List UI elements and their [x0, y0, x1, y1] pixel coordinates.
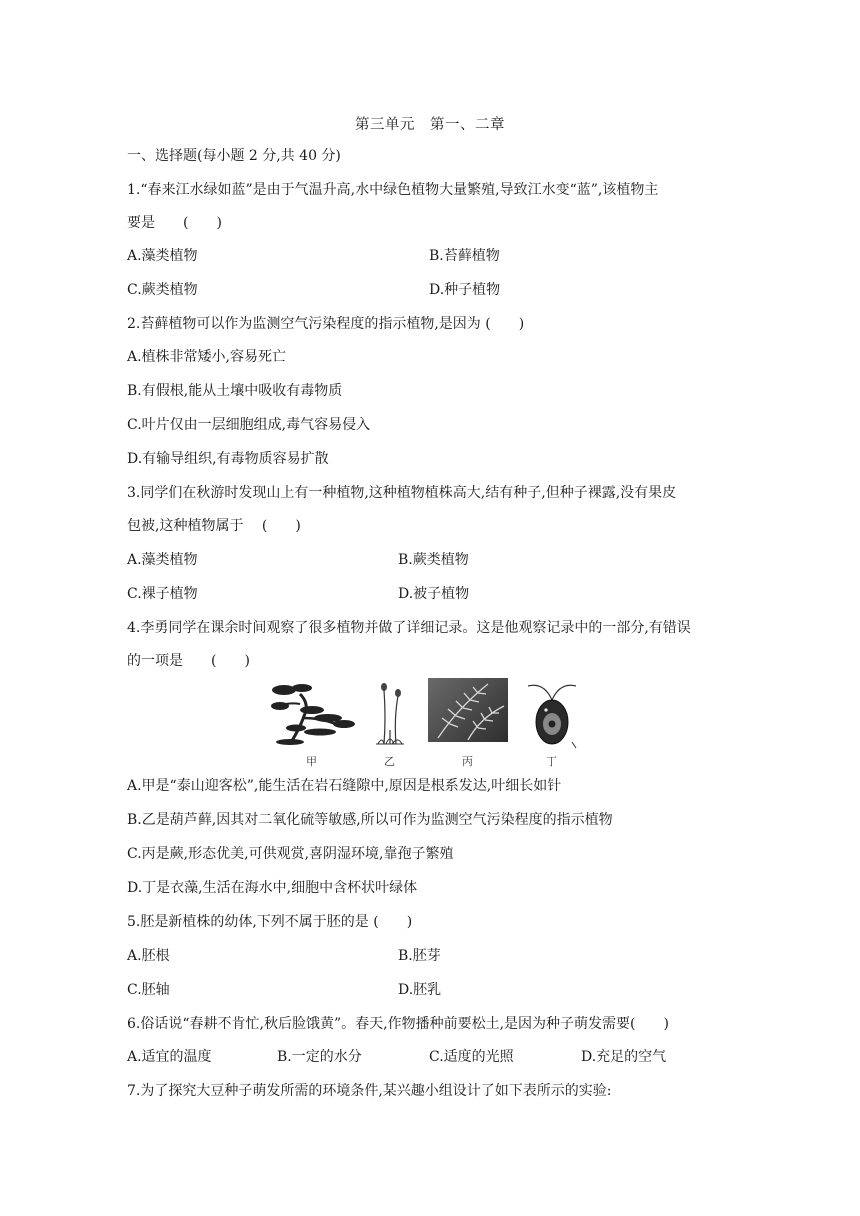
q3-option-a: A.藻类植物	[127, 552, 198, 568]
section-heading: 一、选择题(每小题 2 分,共 40 分)	[127, 148, 341, 164]
q1-option-d: D.种子植物	[429, 282, 501, 298]
q3-stem-line2: 包被,这种植物属于 ( )	[127, 518, 301, 534]
q2-option-a: A.植株非常矮小,容易死亡	[127, 349, 287, 365]
q3-option-b: B.蕨类植物	[398, 552, 469, 568]
q6-option-d: D.充足的空气	[581, 1049, 667, 1065]
q4-stem-line2: 的一项是 ( )	[127, 653, 250, 669]
q3-option-d: D.被子植物	[398, 586, 470, 602]
figure-label-jia: 甲	[306, 755, 317, 768]
q7-stem: 7.为了探究大豆种子萌发所需的环境条件,某兴趣小组设计了如下表所示的实验:	[127, 1083, 612, 1099]
q3-option-c: C.裸子植物	[127, 586, 198, 602]
q1-stem-line2: 要是 ( )	[127, 215, 222, 231]
q5-stem: 5.胚是新植株的幼体,下列不属于胚的是 ( )	[127, 914, 413, 930]
moss-image	[372, 678, 408, 750]
q4-option-c: C.丙是蕨,形态优美,可供观赏,喜阴湿环境,靠孢子繁殖	[127, 846, 454, 862]
q2-stem: 2.苔藓植物可以作为监测空气污染程度的指示植物,是因为 ( )	[127, 316, 525, 332]
q1-option-a: A.藻类植物	[127, 248, 198, 264]
q5-option-d: D.胚乳	[398, 982, 442, 998]
pine-tree-image	[270, 678, 356, 750]
q6-stem: 6.俗话说“春耕不肯忙,秋后脸饿黄”。春天,作物播种前要松土,是因为种子萌发需要( )	[127, 1016, 669, 1032]
q6-option-a: A.适宜的温度	[127, 1049, 212, 1065]
figure-label-bing: 丙	[462, 755, 473, 768]
q6-option-c: C.适度的光照	[429, 1049, 514, 1065]
figure-label-ding: 丁	[546, 755, 557, 768]
figure-label-yi: 乙	[384, 755, 395, 768]
q5-option-a: A.胚根	[127, 948, 170, 964]
q4-plant-figure	[270, 678, 592, 770]
q2-option-b: B.有假根,能从土壤中吸收有毒物质	[127, 383, 343, 399]
q6-option-b: B.一定的水分	[277, 1049, 362, 1065]
q4-option-a: A.甲是“泰山迎客松”,能生活在岩石缝隙中,原因是根系发达,叶细长如针	[127, 778, 562, 794]
q3-stem-line1: 3.同学们在秋游时发现山上有一种植物,这种植物植株高大,结有种子,但种子裸露,没有果皮	[127, 485, 677, 501]
page-title: 第三单元 第一、二章	[355, 117, 505, 133]
q5-option-c: C.胚轴	[127, 982, 170, 998]
q1-option-b: B.苔藓植物	[429, 248, 500, 264]
q4-option-b: B.乙是葫芦藓,因其对二氧化硫等敏感,所以可作为监测空气污染程度的指示植物	[127, 812, 613, 828]
q2-option-c: C.叶片仅由一层细胞组成,毒气容易侵入	[127, 417, 371, 433]
q1-stem-line1: 1.“春来江水绿如蓝”是由于气温升高,水中绿色植物大量繁殖,导致江水变“蓝”,该植物主	[127, 182, 659, 198]
q4-option-d: D.丁是衣藻,生活在海水中,细胞中含杯状叶绿体	[127, 880, 418, 896]
chlamydomonas-image	[522, 678, 582, 750]
q2-option-d: D.有输导组织,有毒物质容易扩散	[127, 451, 329, 467]
fern-image	[428, 678, 508, 742]
q5-option-b: B.胚芽	[398, 948, 441, 964]
q4-stem-line1: 4.李勇同学在课余时间观察了很多植物并做了详细记录。这是他观察记录中的一部分,有错误	[127, 620, 691, 636]
q1-option-c: C.蕨类植物	[127, 282, 198, 298]
